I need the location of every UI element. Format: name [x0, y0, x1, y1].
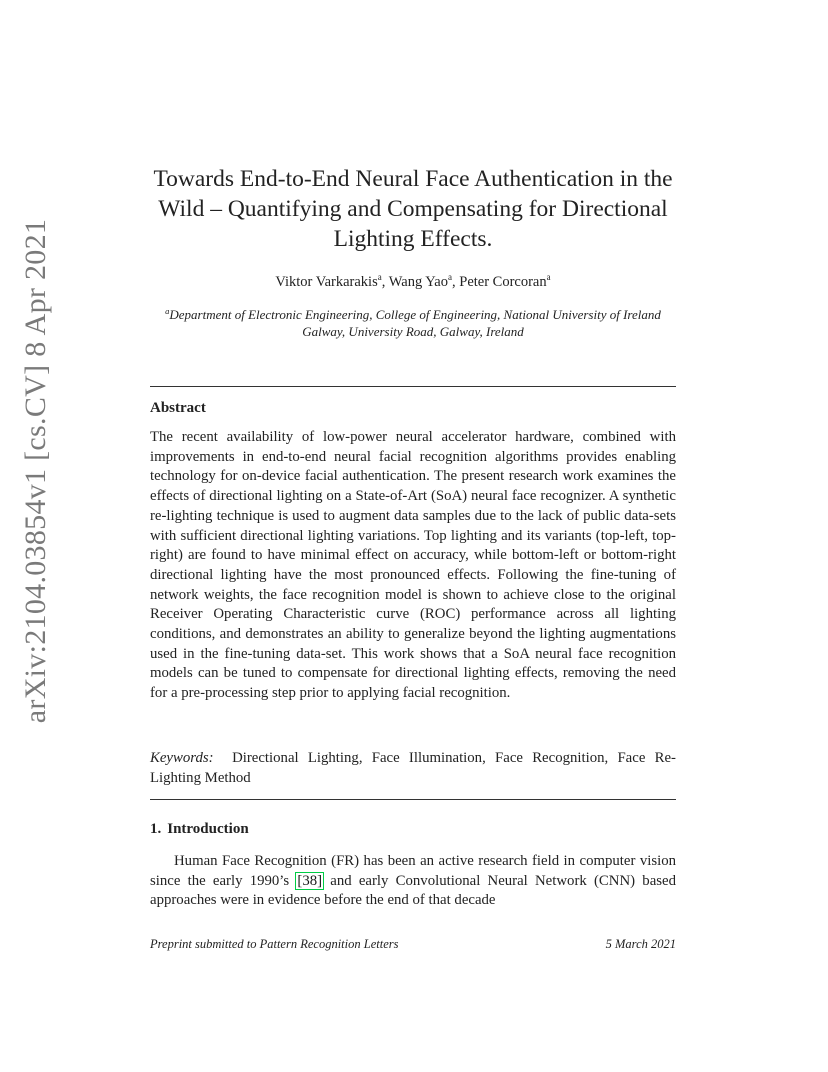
intro-text-part: and early Convolutional Neural Network (CNN) based approaches were in evidence before the end of that decade [150, 872, 676, 909]
author-name: Viktor Varkarakis [275, 274, 378, 290]
paper-title: Towards End-to-End Neural Face Authentication in the Wild – Quantifying and Compensating for Directional Lighting Effects. [153, 166, 673, 252]
affiliation-mark: a [165, 306, 170, 316]
author-list: Viktor Varkarakis$^a$, Wang Yao$^a$, Peter Corcoran$^a$ [275, 272, 551, 290]
abstract-bottom-rule [150, 799, 676, 800]
author-name: Peter Corcoran [459, 274, 547, 290]
abstract-top-rule [150, 386, 676, 387]
author-name: Wang Yao [388, 274, 448, 290]
section-heading-introduction [150, 821, 249, 838]
page-footer [150, 937, 676, 952]
keywords-label: Keywords: [150, 750, 214, 766]
footer-date: 5 March 2021 [605, 937, 676, 951]
footer-journal: Preprint submitted to Pattern Recognition Letters [150, 937, 399, 951]
author-affil-mark: a [546, 272, 551, 282]
intro-text-part: Human Face Recognition (FR) has been an active research field in computer vision since the early 1990’s [150, 853, 676, 889]
section-title: Introduction [167, 821, 249, 837]
arxiv-identifier-text[interactable]: arXiv:2104.03854v1 [cs.CV] 8 Apr 2021 [19, 218, 52, 724]
author-affil-mark: a [377, 272, 382, 282]
introduction-paragraph [150, 852, 676, 911]
section-number: 1. [150, 821, 162, 837]
affiliation [150, 306, 676, 340]
abstract-text: The recent availability of low-power neural accelerator hardware, combined with improvements in end-to-end neural facial recognition algorithms provides enabling technology for on-device facial authentication. The present research work examines the effects of directional lighting on a State-of-Art (SoA) neural face recognizer. A synthetic re-lighting technique is used to augment data samples due to the lack of public data-sets with sufficient directional lighting variations. Top lighting and its variants (top-left, top-right) are found to have minimal effect on accuracy, while bottom-left or bottom-right directional lighting have the most pronounced effects. Following the fine-tuning of network weights, the face recognition model is shown to achieve close to the original Receiver Operating Characteristic curve (ROC) performance across all lighting conditions, and demonstrates an ability to generalize beyond the lighting augmentations used in the fine-tuning data-set. This work shows that a SoA neural face recognition models can be tuned to compensate for directional lighting effects, removing the need for a pre-processing step prior to applying facial recognition. [150, 429, 676, 702]
citation-link[interactable]: [38] [297, 872, 323, 889]
author-affil-mark: a [448, 272, 452, 282]
abstract-heading: Abstract [150, 400, 206, 416]
affiliation-text: Department of Electronic Engineering, College of Engineering, National University of Ireland Galway, University Road, Galway, Ireland [169, 307, 661, 339]
keywords [150, 749, 676, 788]
keywords-text: Directional Lighting, Face Illumination, Face Recognition, Face Re-Lighting Method [150, 750, 676, 786]
